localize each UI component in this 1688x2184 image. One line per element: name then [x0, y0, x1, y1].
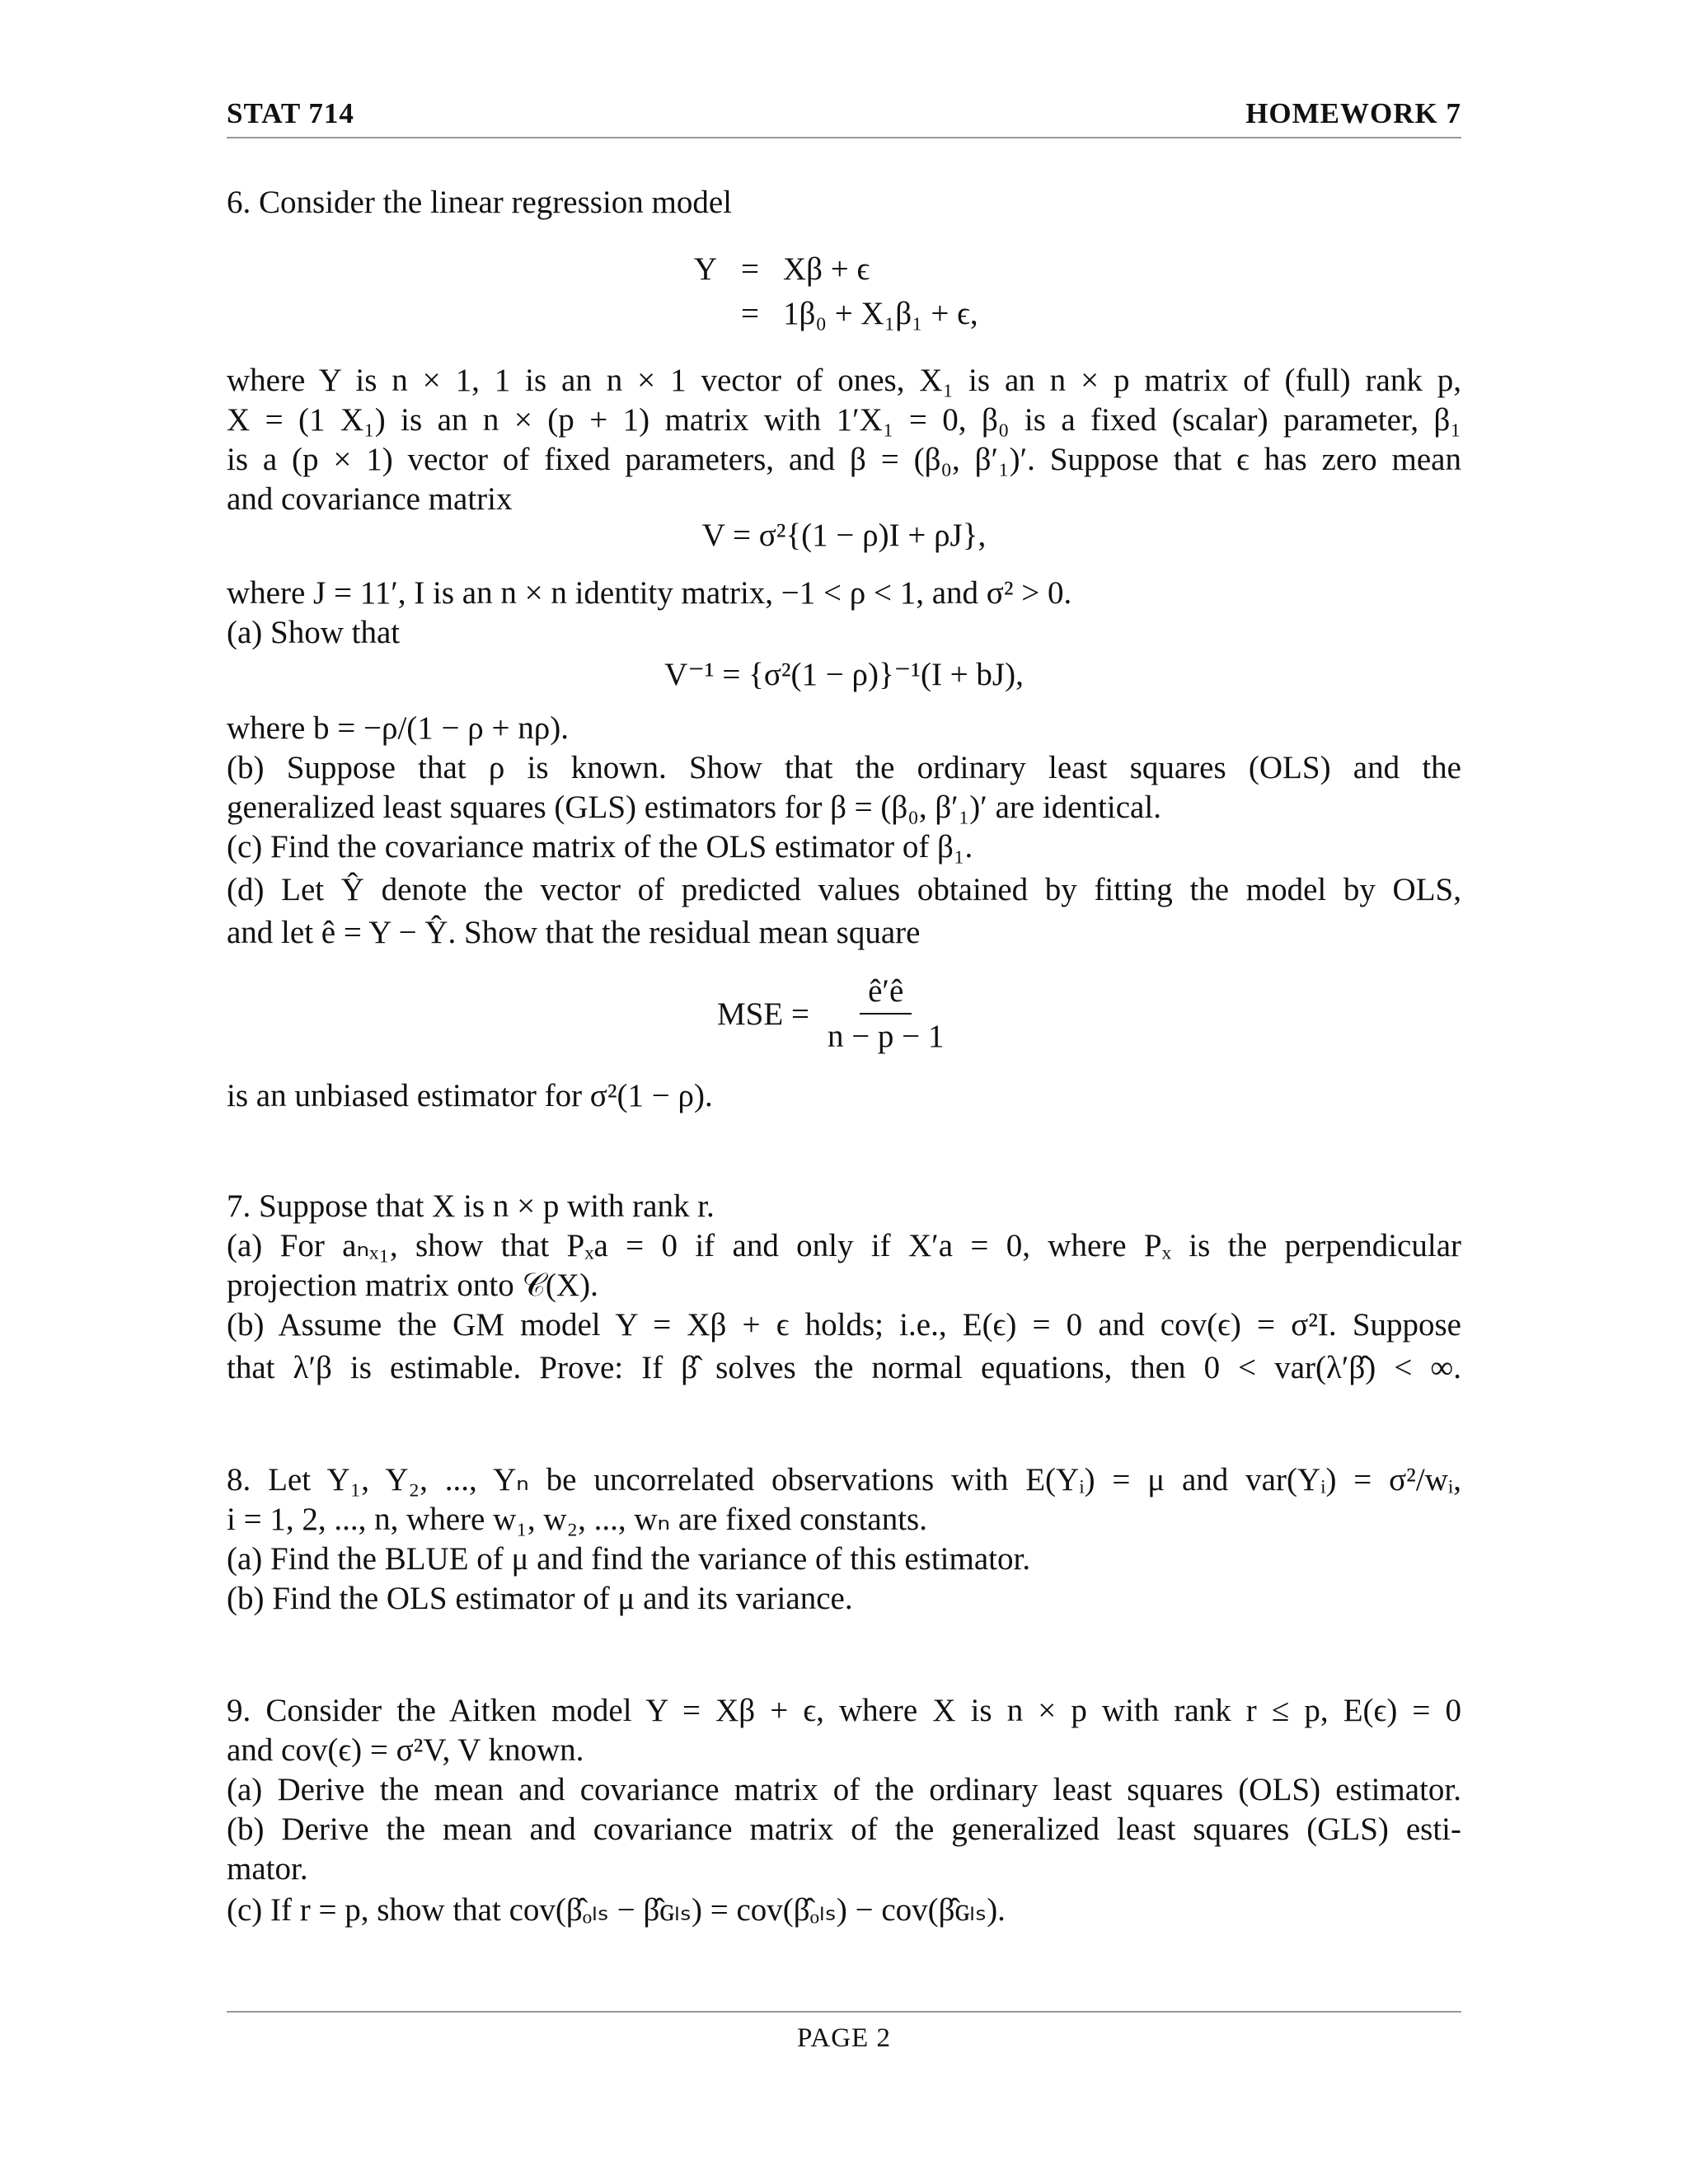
p6-para-line: X = (1 X₁) is an n × (p + 1) matrix with 1′X₁ = 0, β₀ is a fixed (scalar) parameter, β₁ — [227, 402, 1461, 438]
p9-line: (b) Derive the mean and covariance matrix of the generalized least squares (GLS) esti- — [227, 1811, 1461, 1847]
p7-line: (b) Assume the GM model Y = Xβ + ϵ holds; i.e., E(ϵ) = 0 and cov(ϵ) = σ²I. Suppose — [227, 1307, 1461, 1343]
inverse-equation: V⁻¹ = {σ²(1 − ρ)}⁻¹(I + bJ), — [664, 657, 1024, 692]
p6-part-a-label: (a) Show that — [227, 615, 401, 650]
mse-numerator: ê′ê — [860, 972, 912, 1015]
p7-line: (a) For aₙₓ₁, show that Pₓa = 0 if and only if X′a = 0, where Pₓ is the perpendicular — [227, 1228, 1461, 1263]
p6-para-line: and covariance matrix — [227, 481, 513, 517]
p6-para2: where J = 11′, I is an n × n identity matrix, −1 < ρ < 1, and σ² > 0. — [227, 575, 1072, 611]
page-number: PAGE 2 — [797, 2023, 891, 2053]
eq1-equals: = — [741, 251, 759, 287]
header-rule — [227, 137, 1461, 138]
p9-line: (c) If r = p, show that cov(β̂ₒₗₛ − β̂ɢₗₛ) = cov(β̂ₒₗₛ) − cov(β̂ɢₗₛ). — [227, 1892, 1006, 1928]
regression-model-equation — [659, 247, 978, 336]
p9-line: and cov(ϵ) = σ²V, V known. — [227, 1732, 584, 1768]
p7-line: projection matrix onto 𝒞(X). — [227, 1268, 598, 1303]
homework-title: HOMEWORK 7 — [1245, 97, 1461, 129]
page-header — [227, 97, 1461, 130]
mse-denominator: n − p − 1 — [827, 1019, 945, 1054]
eq2-equals: = — [741, 296, 759, 331]
eq2-rhs: 1β₀ + X₁β₁ + ϵ, — [783, 296, 978, 331]
p7-line: that λ′β is estimable. Prove: If β̂ solves the normal equations, then 0 < var(λ′β̂) < ∞. — [227, 1350, 1461, 1385]
p6-part-d-line: (d) Let Ŷ denote the vector of predicted values obtained by fitting the model by OLS, — [227, 872, 1461, 907]
problem-6-intro: 6. Consider the linear regression model — [227, 185, 733, 220]
footer-rule — [227, 2011, 1461, 2013]
mse-fraction — [819, 972, 953, 1055]
p6-para-line: where Y is n × 1, 1 is an n × 1 vector of ones, X₁ is an n × p matrix of (full) rank p, — [227, 363, 1461, 398]
eq1-lhs: Y — [693, 251, 717, 287]
p6-part-b-line: (b) Suppose that ρ is known. Show that the ordinary least squares (OLS) and the — [227, 750, 1461, 785]
eq1-rhs: Xβ + ϵ — [783, 251, 870, 287]
p9-line: 9. Consider the Aitken model Y = Xβ + ϵ, where X is n × p with rank r ≤ p, E(ϵ) = 0 — [227, 1693, 1461, 1728]
p6-b-definition: where b = −ρ/(1 − ρ + nρ). — [227, 710, 569, 746]
p6-part-d-line: and let ê = Y − Ŷ. Show that the residual mean square — [227, 915, 921, 950]
course-code: STAT 714 — [227, 97, 354, 129]
p7-line: 7. Suppose that X is n × p with rank r. — [227, 1188, 715, 1224]
p8-line: 8. Let Y₁, Y₂, ..., Yₙ be uncorrelated observations with E(Yᵢ) = μ and var(Yᵢ) = σ²/wᵢ, — [227, 1462, 1461, 1497]
covariance-equation: V = σ²{(1 − ρ)I + ρJ}, — [701, 518, 987, 553]
p8-line: (b) Find the OLS estimator of μ and its variance. — [227, 1581, 853, 1616]
p8-line: (a) Find the BLUE of μ and find the variance of this estimator. — [227, 1541, 1031, 1577]
p6-para-line: is a (p × 1) vector of fixed parameters, and β = (β₀, β′₁)′. Suppose that ϵ has zero mean — [227, 442, 1461, 477]
p9-line: mator. — [227, 1851, 308, 1886]
p6-part-b-line: generalized least squares (GLS) estimators for β = (β₀, β′₁)′ are identical. — [227, 790, 1161, 825]
p6-part-c: (c) Find the covariance matrix of the OLS estimator of β₁. — [227, 829, 973, 865]
p9-line: (a) Derive the mean and covariance matrix of the ordinary least squares (OLS) estimator. — [227, 1772, 1461, 1807]
mse-lhs: MSE = — [717, 996, 809, 1032]
mse-equation — [717, 972, 952, 1055]
p6-mse-tail: is an unbiased estimator for σ²(1 − ρ). — [227, 1078, 713, 1113]
p8-line: i = 1, 2, ..., n, where w₁, w₂, ..., wₙ are fixed constants. — [227, 1502, 927, 1537]
